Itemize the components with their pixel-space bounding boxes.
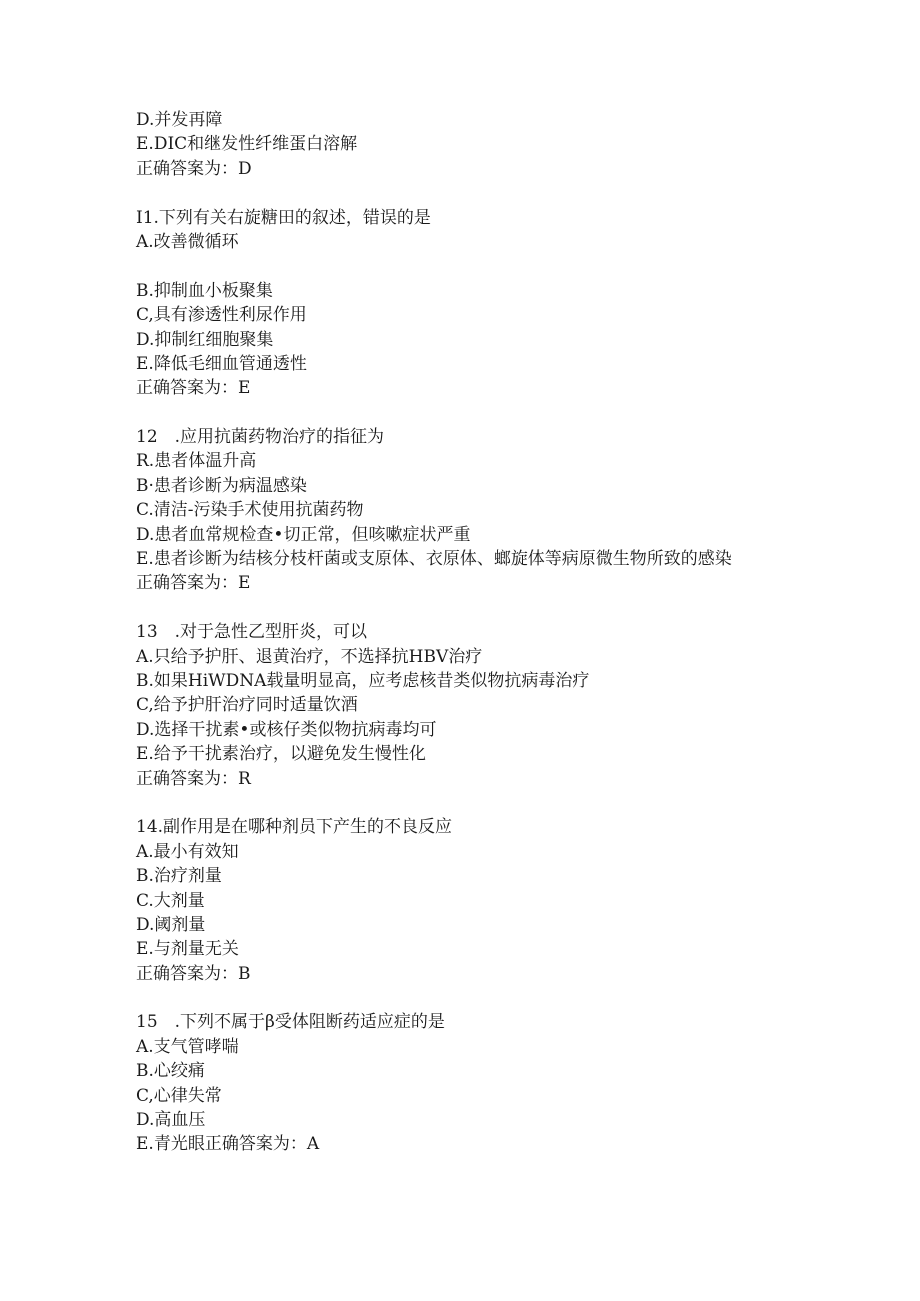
option-e: E.给予干扰素治疗，以避免发生慢性化 [136,744,426,765]
question-stem: 13 .对于急性乙型肝炎，可以 [136,622,368,643]
option-d: D.并发再障 [136,110,223,130]
question-stem: 15 .下列不属于β受体阻断药适应症的是 [136,1012,445,1033]
document-page [136,108,836,1157]
question-10-tail [136,108,836,181]
option-d: D.阈剂量 [136,914,206,935]
option-d: D.抑制红细胞聚集 [136,329,274,350]
option-a: A.支气管哮喘 [136,1036,239,1057]
blank-line [136,254,836,278]
answer-line: 正确答案为：E [136,378,251,399]
option-a: A.最小有效知 [136,841,239,862]
spacer [136,401,836,425]
answer-line: 正确答案为：B [136,963,251,984]
option-b: B.心绞痛 [136,1061,205,1082]
option-c: C,心律失常 [136,1085,222,1106]
option-d: D.选择干扰素•或核仔类似物抗病毒均可 [136,719,437,740]
option-c: C.清洁-污染手术使用抗菌药物 [136,500,364,521]
option-b: B.治疗剂量 [136,866,222,887]
option-c: C.大剂量 [136,890,205,911]
question-15 [136,1010,836,1156]
option-e: E.与剂量无关 [136,939,239,960]
option-e: E.患者诊断为结核分枝杆菌或支原体、衣原体、螂旋体等病原微生物所致的感染 [136,549,732,570]
spacer [136,986,836,1010]
question-stem: 12 .应用抗菌药物治疗的指征为 [136,427,385,448]
option-c: C,具有渗透性利尿作用 [136,305,307,326]
option-d: D.高血压 [136,1110,206,1131]
option-e: E.DIC和继发性纤维蛋白溶解 [136,134,358,155]
option-b: B.抑制血小板聚集 [136,280,273,301]
answer-line: 正确答案为：D [136,158,252,179]
answer-line: 正确答案为：E [136,573,251,594]
option-b: B·患者诊断为病温感染 [136,475,307,496]
option-d: D.患者血常规检查•切正常，但咳嗽症状严重 [136,524,471,545]
option-a: A.只给予护肝、退黄治疗，不选择抗HBV治疗 [136,646,483,667]
question-11 [136,206,836,401]
question-12 [136,425,836,596]
spacer [136,791,836,815]
option-b: B.如果HiWDNA载量明显高，应考虑核昔类似物抗病毒治疗 [136,670,590,691]
option-a: R.患者体温升高 [136,451,257,472]
option-e-and-answer: E.青光眼正确答案为：A [136,1134,320,1155]
option-a: A.改善微循环 [136,231,239,252]
spacer [136,181,836,205]
question-13 [136,620,836,791]
answer-line: 正确答案为：R [136,768,251,789]
question-stem: 14.副作用是在哪种剂员下产生的不良反应 [136,817,453,838]
option-e: E.降低毛细血管通透性 [136,353,307,374]
question-14 [136,815,836,986]
spacer [136,596,836,620]
question-stem: I1.下列有关右旋糖田的叙述，错误的是 [136,207,431,228]
option-c: C,给予护肝治疗同时适量饮酒 [136,695,358,716]
